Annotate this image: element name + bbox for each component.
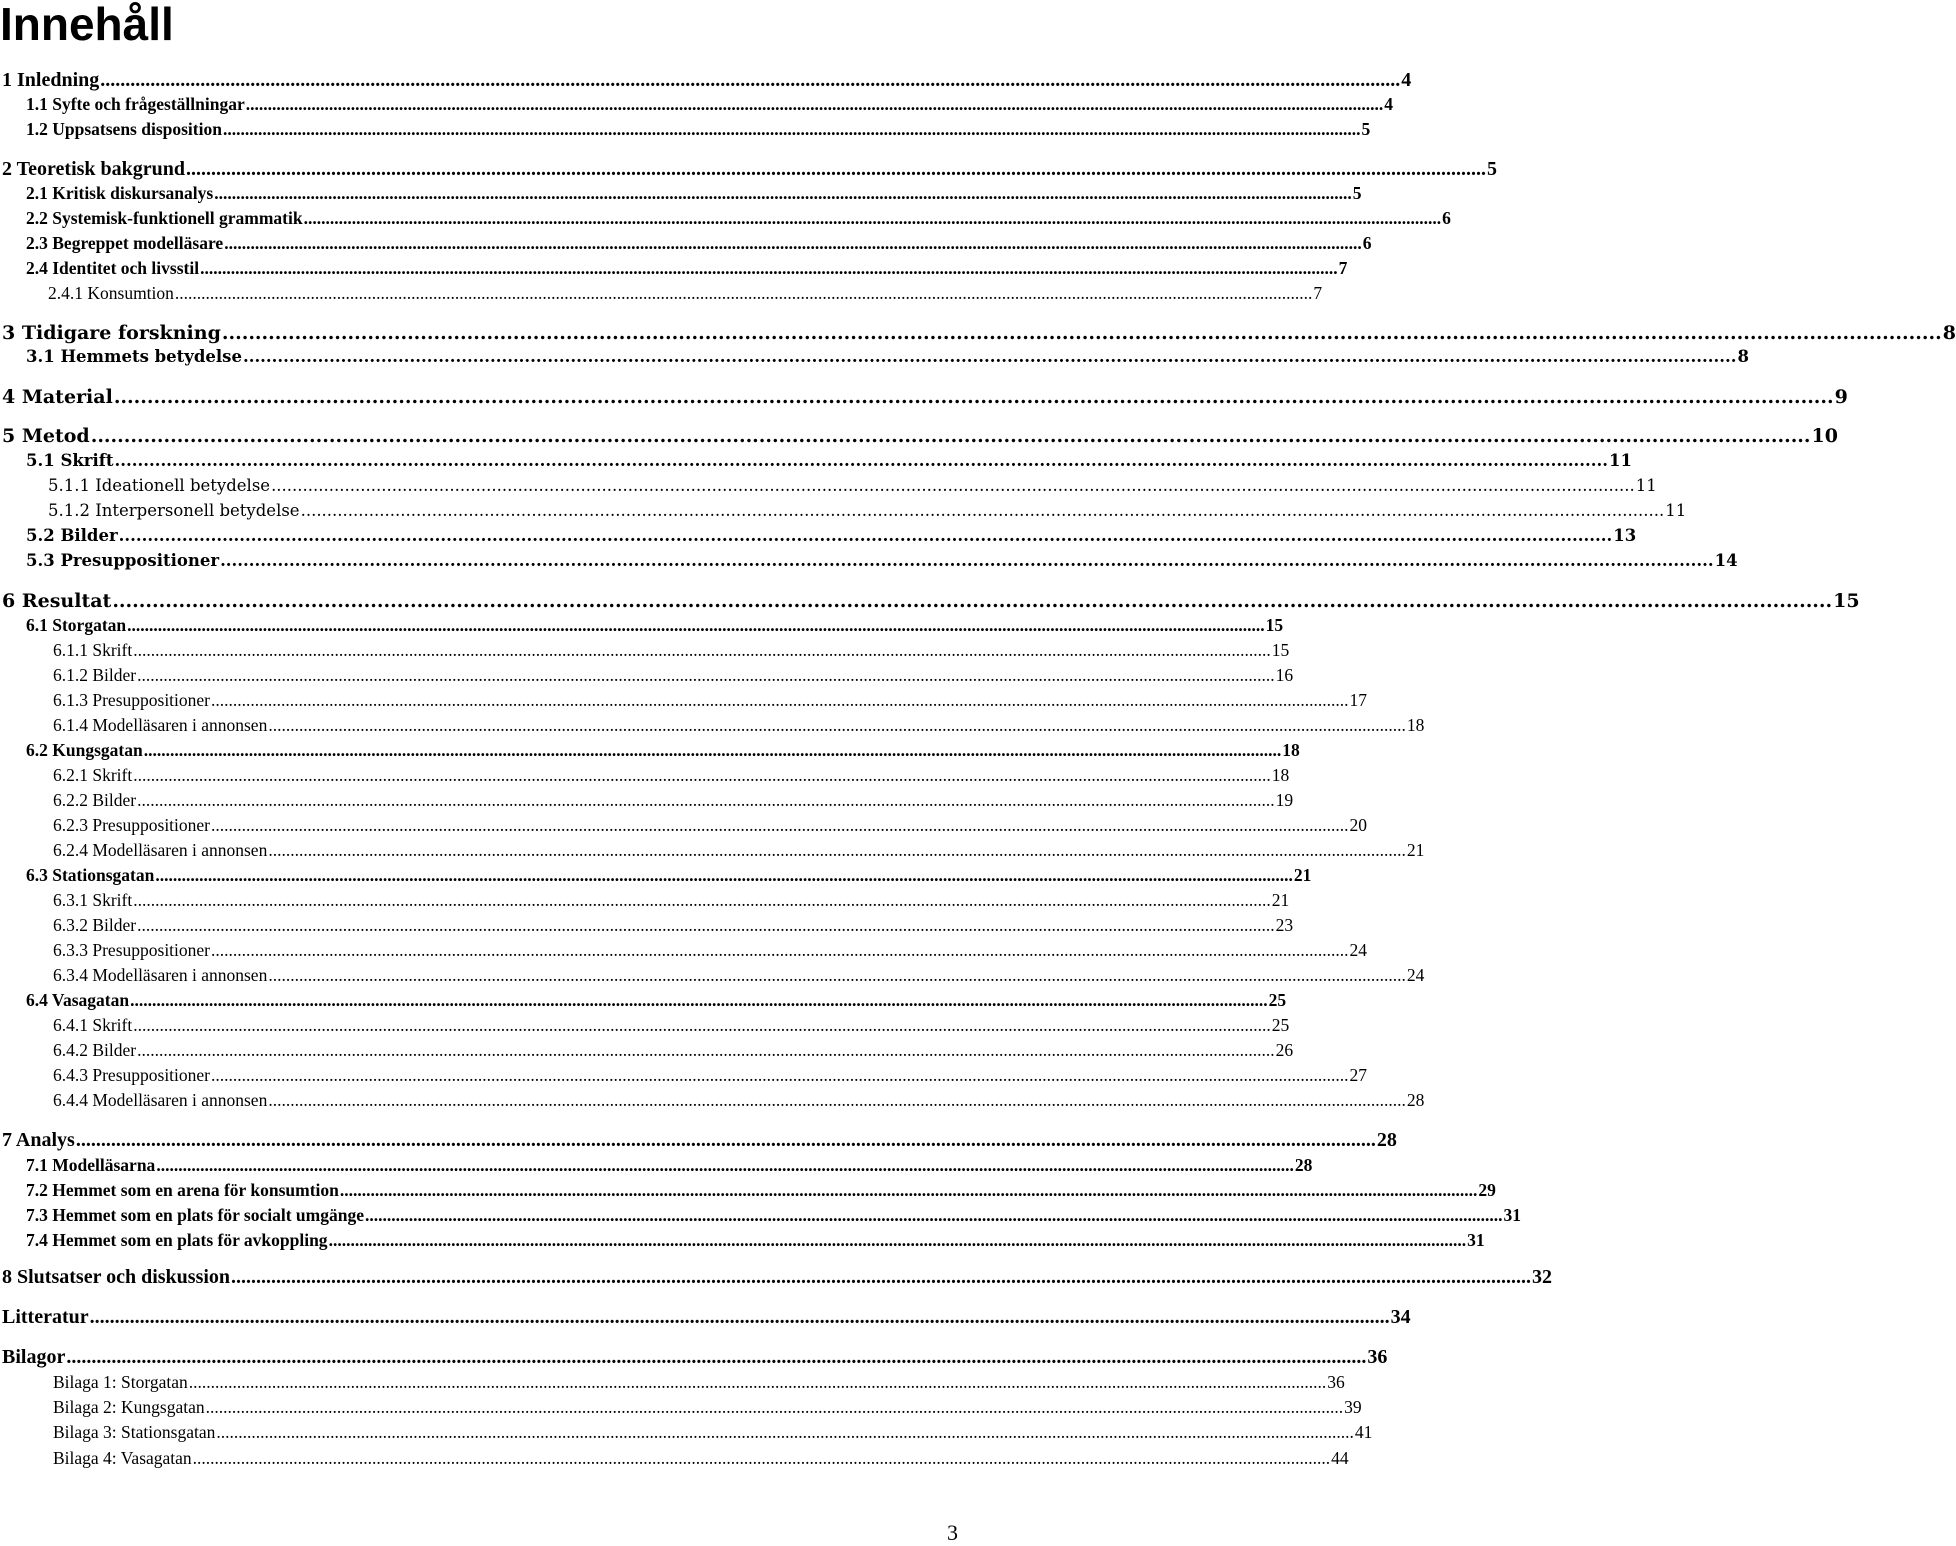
toc-entry[interactable] xyxy=(26,989,1287,1011)
toc-entry-page-number: 4 xyxy=(1384,94,1393,114)
toc-entry-label: 6.4 Vasagatan xyxy=(26,990,130,1010)
toc-entry[interactable] xyxy=(26,1229,1485,1251)
dot-leader: .................................................................................................................................................................................................................................................................... xyxy=(137,665,1275,685)
toc-entry-label: 6.3.2 Bilder xyxy=(53,915,137,935)
toc-entry-label: 6.2.4 Modelläsaren i annonsen xyxy=(53,840,268,860)
toc-entry-label: 1.1 Syfte och frågeställningar xyxy=(26,94,245,114)
dot-leader: .................................................................................................................................................................................................................................................................... xyxy=(303,208,1442,228)
toc-entry-label: 6.1.2 Bilder xyxy=(53,665,137,685)
toc-entry-label: 7 Analys xyxy=(2,1129,75,1151)
toc-entry-label: 6.2.3 Presuppositioner xyxy=(53,815,211,835)
dot-leader: .................................................................................................................................................................................................................................................................... xyxy=(89,1306,1390,1328)
toc-entry-page-number: 18 xyxy=(1406,715,1425,735)
dot-leader: .................................................................................................................................................................................................................................................................... xyxy=(133,640,1271,660)
toc-entry-label: 2.4 Identitet och livsstil xyxy=(26,258,200,278)
toc-entry-page-number: 36 xyxy=(1367,1346,1388,1368)
toc-entry-page-number: 21 xyxy=(1271,890,1290,910)
dot-leader: .................................................................................................................................................................................................................................................................... xyxy=(224,233,1362,253)
toc-entry-page-number: 26 xyxy=(1275,1040,1294,1060)
toc-entry-label: 2.3 Begreppet modelläsare xyxy=(26,233,224,253)
toc-entry[interactable] xyxy=(53,889,1290,911)
toc-entry[interactable] xyxy=(48,500,1687,522)
dot-leader: .................................................................................................................................................................................................................................................................... xyxy=(133,1015,1271,1035)
toc-entry-label: 6 Resultat xyxy=(2,590,112,612)
toc-entry[interactable] xyxy=(26,739,1300,761)
toc-entry[interactable] xyxy=(26,550,1738,572)
toc-entry[interactable] xyxy=(26,1154,1313,1176)
toc-entry[interactable] xyxy=(53,1014,1290,1036)
dot-leader: .................................................................................................................................................................................................................................................................... xyxy=(137,915,1275,935)
toc-entry-label: 6.1.4 Modelläsaren i annonsen xyxy=(53,715,268,735)
dot-leader: .................................................................................................................................................................................................................................................................... xyxy=(127,615,1265,635)
toc-entry-page-number: 5 xyxy=(1352,183,1362,203)
dot-leader: .................................................................................................................................................................................................................................................................... xyxy=(114,451,1609,470)
dot-leader: .................................................................................................................................................................................................................................................................... xyxy=(216,1422,1354,1442)
toc-entry[interactable] xyxy=(26,614,1284,636)
toc-entry[interactable] xyxy=(26,864,1312,886)
dot-leader: .................................................................................................................................................................................................................................................................... xyxy=(113,386,1834,408)
toc-entry-page-number: 25 xyxy=(1271,1015,1290,1035)
dot-leader: .................................................................................................................................................................................................................................................................... xyxy=(214,183,1352,203)
toc-entry[interactable] xyxy=(53,664,1294,686)
toc-entry-label: Litteratur xyxy=(2,1306,89,1328)
toc-entry-page-number: 27 xyxy=(1349,1065,1368,1085)
dot-leader: .................................................................................................................................................................................................................................................................... xyxy=(364,1205,1503,1225)
toc-entry-page-number: 11 xyxy=(1609,451,1632,470)
toc-entry-page-number: 32 xyxy=(1532,1266,1553,1288)
toc-entry[interactable] xyxy=(53,1396,1362,1418)
toc-entry-page-number: 4 xyxy=(1401,69,1412,91)
toc-entry[interactable] xyxy=(26,450,1632,472)
dot-leader: .................................................................................................................................................................................................................................................................... xyxy=(174,283,1313,303)
toc-entry[interactable] xyxy=(48,282,1323,304)
toc-entry-page-number: 9 xyxy=(1834,386,1848,408)
toc-entry-page-number: 6 xyxy=(1442,208,1451,228)
toc-entry-label: 1.2 Uppsatsens disposition xyxy=(26,119,222,139)
dot-leader: .................................................................................................................................................................................................................................................................... xyxy=(90,425,1811,447)
toc-entry-label: 2 Teoretisk bakgrund xyxy=(2,158,186,180)
toc-entry-page-number: 5 xyxy=(1487,158,1498,180)
toc-entry-label: 6.3.4 Modelläsaren i annonsen xyxy=(53,965,268,985)
toc-entry-page-number: 31 xyxy=(1503,1205,1521,1225)
toc-entry-page-number: 15 xyxy=(1833,590,1860,612)
dot-leader: .................................................................................................................................................................................................................................................................... xyxy=(112,590,1833,612)
dot-leader: .................................................................................................................................................................................................................................................................... xyxy=(155,865,1293,885)
toc-entry-page-number: 13 xyxy=(1613,526,1637,545)
toc-entry[interactable] xyxy=(26,525,1637,547)
toc-entry[interactable] xyxy=(26,232,1372,254)
toc-entry[interactable] xyxy=(2,321,1956,345)
toc-entry-label: 8 Slutsatser och diskussion xyxy=(2,1266,231,1288)
toc-entry-label: Bilaga 4: Vasagatan xyxy=(53,1448,192,1468)
toc-entry-label: 6.3 Stationsgatan xyxy=(26,865,155,885)
toc-entry-label: 6.4.3 Presuppositioner xyxy=(53,1065,211,1085)
toc-entry-page-number: 29 xyxy=(1478,1180,1496,1200)
dot-leader: .................................................................................................................................................................................................................................................................... xyxy=(205,1397,1344,1417)
toc-entry[interactable] xyxy=(53,639,1290,661)
toc-entry-label: 4 Material xyxy=(2,386,113,408)
dot-leader: .................................................................................................................................................................................................................................................................... xyxy=(100,69,1401,91)
toc-entry-page-number: 28 xyxy=(1406,1090,1425,1110)
toc-entry[interactable] xyxy=(2,385,1848,409)
dot-leader: .................................................................................................................................................................................................................................................................... xyxy=(211,940,1349,960)
dot-leader: .................................................................................................................................................................................................................................................................... xyxy=(242,347,1737,366)
toc-entry[interactable] xyxy=(53,689,1368,711)
toc-entry[interactable] xyxy=(48,475,1657,497)
toc-entry-page-number: 24 xyxy=(1349,940,1368,960)
toc-entry-label: 2.2 Systemisk-funktionell grammatik xyxy=(26,208,303,228)
dot-leader: .................................................................................................................................................................................................................................................................... xyxy=(156,1155,1294,1175)
toc-entry-page-number: 5 xyxy=(1361,119,1371,139)
dot-leader: .................................................................................................................................................................................................................................................................... xyxy=(268,715,1406,735)
toc-entry[interactable] xyxy=(2,1345,1388,1369)
toc-entry-page-number: 18 xyxy=(1271,765,1290,785)
toc-entry-page-number: 41 xyxy=(1354,1422,1373,1442)
toc-entry-label: 2.1 Kritisk diskursanalys xyxy=(26,183,214,203)
toc-entry-page-number: 8 xyxy=(1737,347,1749,366)
toc-entry-label: 3.1 Hemmets betydelse xyxy=(26,347,242,366)
toc-entry-page-number: 7 xyxy=(1313,283,1323,303)
toc-entry[interactable] xyxy=(26,207,1451,229)
toc-entry-page-number: 28 xyxy=(1294,1155,1313,1175)
dot-leader: .................................................................................................................................................................................................................................................................... xyxy=(268,840,1406,860)
toc-entry[interactable] xyxy=(53,1447,1349,1469)
toc-entry-page-number: 16 xyxy=(1275,665,1294,685)
toc-entry[interactable] xyxy=(2,1128,1397,1152)
dot-leader: .................................................................................................................................................................................................................................................................... xyxy=(328,1230,1467,1250)
toc-entry-label: 7.3 Hemmet som en plats för socialt umgänge xyxy=(26,1205,364,1225)
toc-entry[interactable] xyxy=(26,1179,1496,1201)
toc-entry[interactable] xyxy=(26,257,1348,279)
toc-entry-label: 1 Inledning xyxy=(2,69,100,91)
dot-leader: .................................................................................................................................................................................................................................................................... xyxy=(222,119,1361,139)
toc-entry-page-number: 21 xyxy=(1406,840,1425,860)
toc-entry-label: 5.1.1 Ideationell betydelse xyxy=(48,476,271,495)
dot-leader: .................................................................................................................................................................................................................................................................... xyxy=(231,1266,1532,1288)
toc-entry-page-number: 15 xyxy=(1265,615,1284,635)
toc-entry-label: 6.4.2 Bilder xyxy=(53,1040,137,1060)
toc-entry[interactable] xyxy=(26,118,1371,140)
dot-leader: .................................................................................................................................................................................................................................................................... xyxy=(133,890,1271,910)
toc-entry[interactable] xyxy=(53,1064,1368,1086)
page-title: Innehåll xyxy=(0,0,174,50)
toc-entry[interactable] xyxy=(26,346,1749,368)
toc-entry-page-number: 25 xyxy=(1268,990,1287,1010)
toc-entry-label: 7.1 Modelläsarna xyxy=(26,1155,156,1175)
toc-entry-page-number: 36 xyxy=(1327,1372,1345,1392)
dot-leader: .................................................................................................................................................................................................................................................................... xyxy=(118,526,1613,545)
dot-leader: .................................................................................................................................................................................................................................................................... xyxy=(211,1065,1349,1085)
toc-entry-page-number: 15 xyxy=(1271,640,1290,660)
toc-entry-page-number: 24 xyxy=(1406,965,1425,985)
toc-entry-label: 6.2 Kungsgatan xyxy=(26,740,143,760)
toc-entry-page-number: 11 xyxy=(1665,501,1687,520)
toc-entry-page-number: 34 xyxy=(1390,1306,1411,1328)
toc-entry[interactable] xyxy=(53,1089,1425,1111)
toc-entry[interactable] xyxy=(53,1421,1373,1443)
toc-entry[interactable] xyxy=(2,1265,1553,1289)
toc-entry-page-number: 6 xyxy=(1362,233,1372,253)
dot-leader: .................................................................................................................................................................................................................................................................... xyxy=(268,1090,1406,1110)
toc-entry[interactable] xyxy=(26,1204,1521,1226)
toc-entry[interactable] xyxy=(53,964,1425,986)
page-number: 3 xyxy=(947,1520,958,1545)
toc-entry-label: 6.2.2 Bilder xyxy=(53,790,137,810)
toc-entry-label: Bilaga 3: Stationsgatan xyxy=(53,1422,216,1442)
dot-leader: .................................................................................................................................................................................................................................................................... xyxy=(220,551,1714,570)
dot-leader: .................................................................................................................................................................................................................................................................... xyxy=(66,1346,1367,1368)
toc-entry-label: 5.1.2 Interpersonell betydelse xyxy=(48,501,300,520)
toc-entry[interactable] xyxy=(53,914,1294,936)
toc-entry-label: 6.3.3 Presuppositioner xyxy=(53,940,211,960)
toc-entry-label: 5.2 Bilder xyxy=(26,526,118,545)
dot-leader: .................................................................................................................................................................................................................................................................... xyxy=(188,1372,1327,1392)
toc-entry[interactable] xyxy=(53,939,1368,961)
toc-entry-label: 6.1.3 Presuppositioner xyxy=(53,690,211,710)
toc-entry-page-number: 31 xyxy=(1467,1230,1485,1250)
toc-entry-page-number: 44 xyxy=(1331,1448,1349,1468)
toc-entry-page-number: 28 xyxy=(1376,1129,1397,1151)
toc-entry[interactable] xyxy=(26,182,1362,204)
toc-entry-label: 2.4.1 Konsumtion xyxy=(48,283,174,303)
toc-entry-page-number: 10 xyxy=(1811,425,1838,447)
dot-leader: .................................................................................................................................................................................................................................................................... xyxy=(221,322,1942,344)
toc-entry-page-number: 18 xyxy=(1282,740,1300,760)
toc-entry-page-number: 11 xyxy=(1635,476,1657,495)
dot-leader: .................................................................................................................................................................................................................................................................... xyxy=(143,740,1282,760)
toc-entry[interactable] xyxy=(2,1305,1411,1329)
toc-entry-page-number: 20 xyxy=(1349,815,1368,835)
toc-entry[interactable] xyxy=(53,1039,1294,1061)
toc-entry-page-number: 8 xyxy=(1942,322,1956,344)
dot-leader: .................................................................................................................................................................................................................................................................... xyxy=(75,1129,1376,1151)
toc-entry-page-number: 14 xyxy=(1714,551,1738,570)
toc-entry[interactable] xyxy=(2,157,1498,181)
dot-leader: .................................................................................................................................................................................................................................................................... xyxy=(200,258,1338,278)
dot-leader: .................................................................................................................................................................................................................................................................... xyxy=(137,790,1275,810)
toc-entry[interactable] xyxy=(2,424,1838,448)
dot-leader: .................................................................................................................................................................................................................................................................... xyxy=(271,476,1635,495)
toc-entry-page-number: 21 xyxy=(1293,865,1312,885)
dot-leader: .................................................................................................................................................................................................................................................................... xyxy=(245,94,1384,114)
dot-leader: .................................................................................................................................................................................................................................................................... xyxy=(137,1040,1275,1060)
toc-entry[interactable] xyxy=(53,839,1425,861)
toc-entry-label: 6.1.1 Skrift xyxy=(53,640,133,660)
toc-entry-label: 6.3.1 Skrift xyxy=(53,890,133,910)
toc-entry-label: Bilagor xyxy=(2,1346,66,1368)
dot-leader: .................................................................................................................................................................................................................................................................... xyxy=(339,1180,1478,1200)
toc-entry[interactable] xyxy=(2,68,1412,92)
toc-entry-label: 7.2 Hemmet som en arena för konsumtion xyxy=(26,1180,339,1200)
toc-entry-label: 5.3 Presuppositioner xyxy=(26,551,220,570)
dot-leader: .................................................................................................................................................................................................................................................................... xyxy=(130,990,1268,1010)
toc-entry-page-number: 39 xyxy=(1344,1397,1362,1417)
toc-entry-label: 6.4.4 Modelläsaren i annonsen xyxy=(53,1090,268,1110)
toc-entry-label: Bilaga 1: Storgatan xyxy=(53,1372,188,1392)
toc-entry-label: 6.1 Storgatan xyxy=(26,615,127,635)
toc-entry-label: 7.4 Hemmet som en plats för avkoppling xyxy=(26,1230,328,1250)
toc-entry[interactable] xyxy=(2,589,1860,613)
toc-entry-page-number: 19 xyxy=(1275,790,1294,810)
dot-leader: .................................................................................................................................................................................................................................................................... xyxy=(211,815,1349,835)
toc-entry[interactable] xyxy=(53,1371,1345,1393)
toc-entry-label: Bilaga 2: Kungsgatan xyxy=(53,1397,205,1417)
toc-entry-label: 6.2.1 Skrift xyxy=(53,765,133,785)
toc-entry-label: 5 Metod xyxy=(2,425,90,447)
toc-entry[interactable] xyxy=(26,93,1393,115)
toc-entry[interactable] xyxy=(53,714,1425,736)
toc-entry-page-number: 17 xyxy=(1349,690,1368,710)
dot-leader: .................................................................................................................................................................................................................................................................... xyxy=(300,501,1665,520)
dot-leader: .................................................................................................................................................................................................................................................................... xyxy=(186,158,1487,180)
toc-entry[interactable] xyxy=(53,814,1368,836)
dot-leader: .................................................................................................................................................................................................................................................................... xyxy=(268,965,1406,985)
dot-leader: .................................................................................................................................................................................................................................................................... xyxy=(133,765,1271,785)
toc-entry-label: 3 Tidigare forskning xyxy=(2,322,221,344)
toc-entry-page-number: 23 xyxy=(1275,915,1294,935)
toc-entry-page-number: 7 xyxy=(1338,258,1348,278)
toc-entry-label: 5.1 Skrift xyxy=(26,451,114,470)
toc-entry-label: 6.4.1 Skrift xyxy=(53,1015,133,1035)
toc-entry[interactable] xyxy=(53,789,1294,811)
dot-leader: .................................................................................................................................................................................................................................................................... xyxy=(211,690,1349,710)
toc-entry[interactable] xyxy=(53,764,1290,786)
dot-leader: .................................................................................................................................................................................................................................................................... xyxy=(192,1448,1331,1468)
